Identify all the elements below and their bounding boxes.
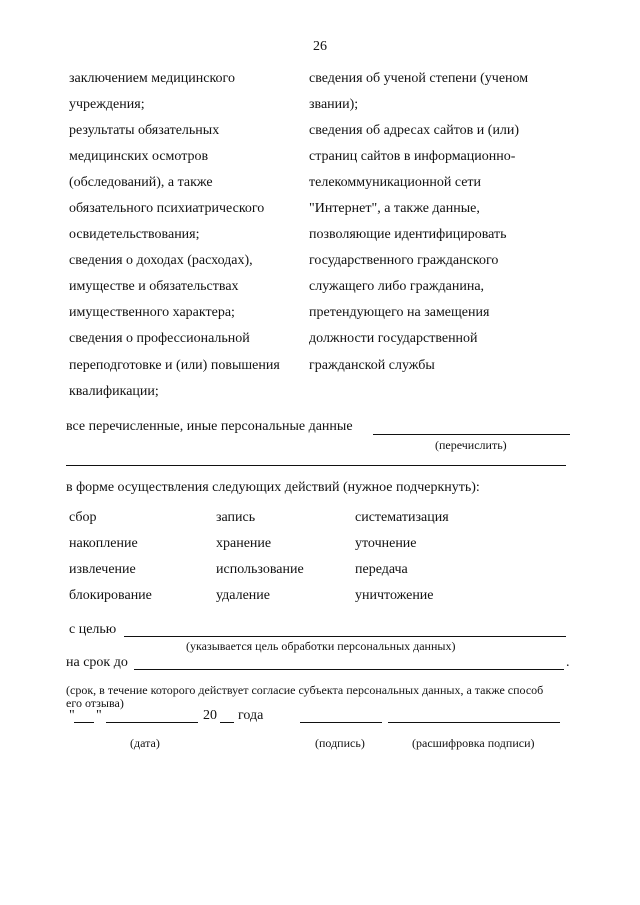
right-column-line: гражданской службы: [309, 358, 435, 373]
action-item: накопление: [69, 536, 138, 551]
term-hint-line1: (срок, в течение которого действует согласие субъекта персональных данных, а также способ: [66, 683, 544, 697]
date-quote-open: ": [69, 708, 75, 723]
purpose-hint: (указывается цель обработки персональных данных): [186, 639, 456, 653]
term-field[interactable]: [134, 669, 564, 670]
date-quote-close: ": [96, 708, 102, 723]
right-column-line: звании);: [309, 97, 359, 112]
date-day-field[interactable]: [74, 722, 94, 723]
action-item: хранение: [216, 536, 272, 551]
left-column-line: результаты обязательных: [69, 123, 220, 138]
action-item: запись: [216, 510, 256, 525]
signature-field[interactable]: [300, 722, 382, 723]
date-label: (дата): [130, 736, 160, 750]
right-column-line: сведения об ученой степени (ученом: [309, 71, 529, 86]
purpose-label: с целью: [69, 622, 117, 637]
term-end-period: .: [566, 655, 570, 670]
right-column-line: претендующего на замещения: [309, 305, 490, 320]
date-year-field[interactable]: [220, 722, 234, 723]
left-column-line: сведения о доходах (расходах),: [69, 253, 253, 268]
action-item: систематизация: [355, 510, 449, 525]
term-hint-line2: его отзыва): [66, 696, 124, 710]
date-year-prefix: 20: [203, 708, 217, 723]
other-data-label: все перечисленные, иные персональные данные: [66, 419, 353, 434]
right-column-line: сведения об адресах сайтов и (или): [309, 123, 520, 138]
action-item: использование: [216, 562, 304, 577]
purpose-field[interactable]: [124, 636, 566, 637]
other-data-field[interactable]: [373, 434, 570, 435]
right-column-line: должности государственной: [309, 331, 478, 346]
action-item: сбор: [69, 510, 97, 525]
other-data-field-continued[interactable]: [66, 465, 566, 466]
signature-decode-field[interactable]: [388, 722, 560, 723]
right-column-line: позволяющие идентифицировать: [309, 227, 507, 242]
sign-label: (подпись): [315, 736, 365, 750]
right-column-line: телекоммуникационной сети: [309, 175, 482, 190]
left-column-line: обязательного психиатрического: [69, 201, 265, 216]
action-item: извлечение: [69, 562, 136, 577]
left-column-line: учреждения;: [69, 97, 145, 112]
right-column-line: служащего либо гражданина,: [309, 279, 485, 294]
left-column-line: сведения о профессиональной: [69, 331, 250, 346]
action-item: блокирование: [69, 588, 152, 603]
left-column-line: квалификации;: [69, 384, 159, 399]
left-column-line: переподготовке и (или) повышения: [69, 358, 280, 373]
decode-label: (расшифровка подписи): [412, 736, 535, 750]
action-item: уничтожение: [355, 588, 434, 603]
actions-title: в форме осуществления следующих действий (нужное подчеркнуть):: [66, 480, 480, 495]
right-column-line: государственного гражданского: [309, 253, 499, 268]
other-data-hint: (перечислить): [435, 438, 507, 452]
left-column-line: имущественного характера;: [69, 305, 235, 320]
left-column-line: освидетельствования;: [69, 227, 200, 242]
left-column-line: заключением медицинского: [69, 71, 235, 86]
date-year-suffix: года: [238, 708, 264, 723]
action-item: передача: [355, 562, 408, 577]
action-item: уточнение: [355, 536, 417, 551]
left-column-line: имуществе и обязательствах: [69, 279, 239, 294]
right-column-line: страниц сайтов в информационно-: [309, 149, 516, 164]
right-column-line: "Интернет", а также данные,: [309, 201, 480, 216]
action-item: удаление: [216, 588, 270, 603]
left-column-line: (обследований), а также: [69, 175, 213, 190]
left-column-line: медицинских осмотров: [69, 149, 209, 164]
term-label: на срок до: [66, 655, 128, 670]
page-number: 26: [313, 39, 327, 54]
date-month-field[interactable]: [106, 722, 198, 723]
